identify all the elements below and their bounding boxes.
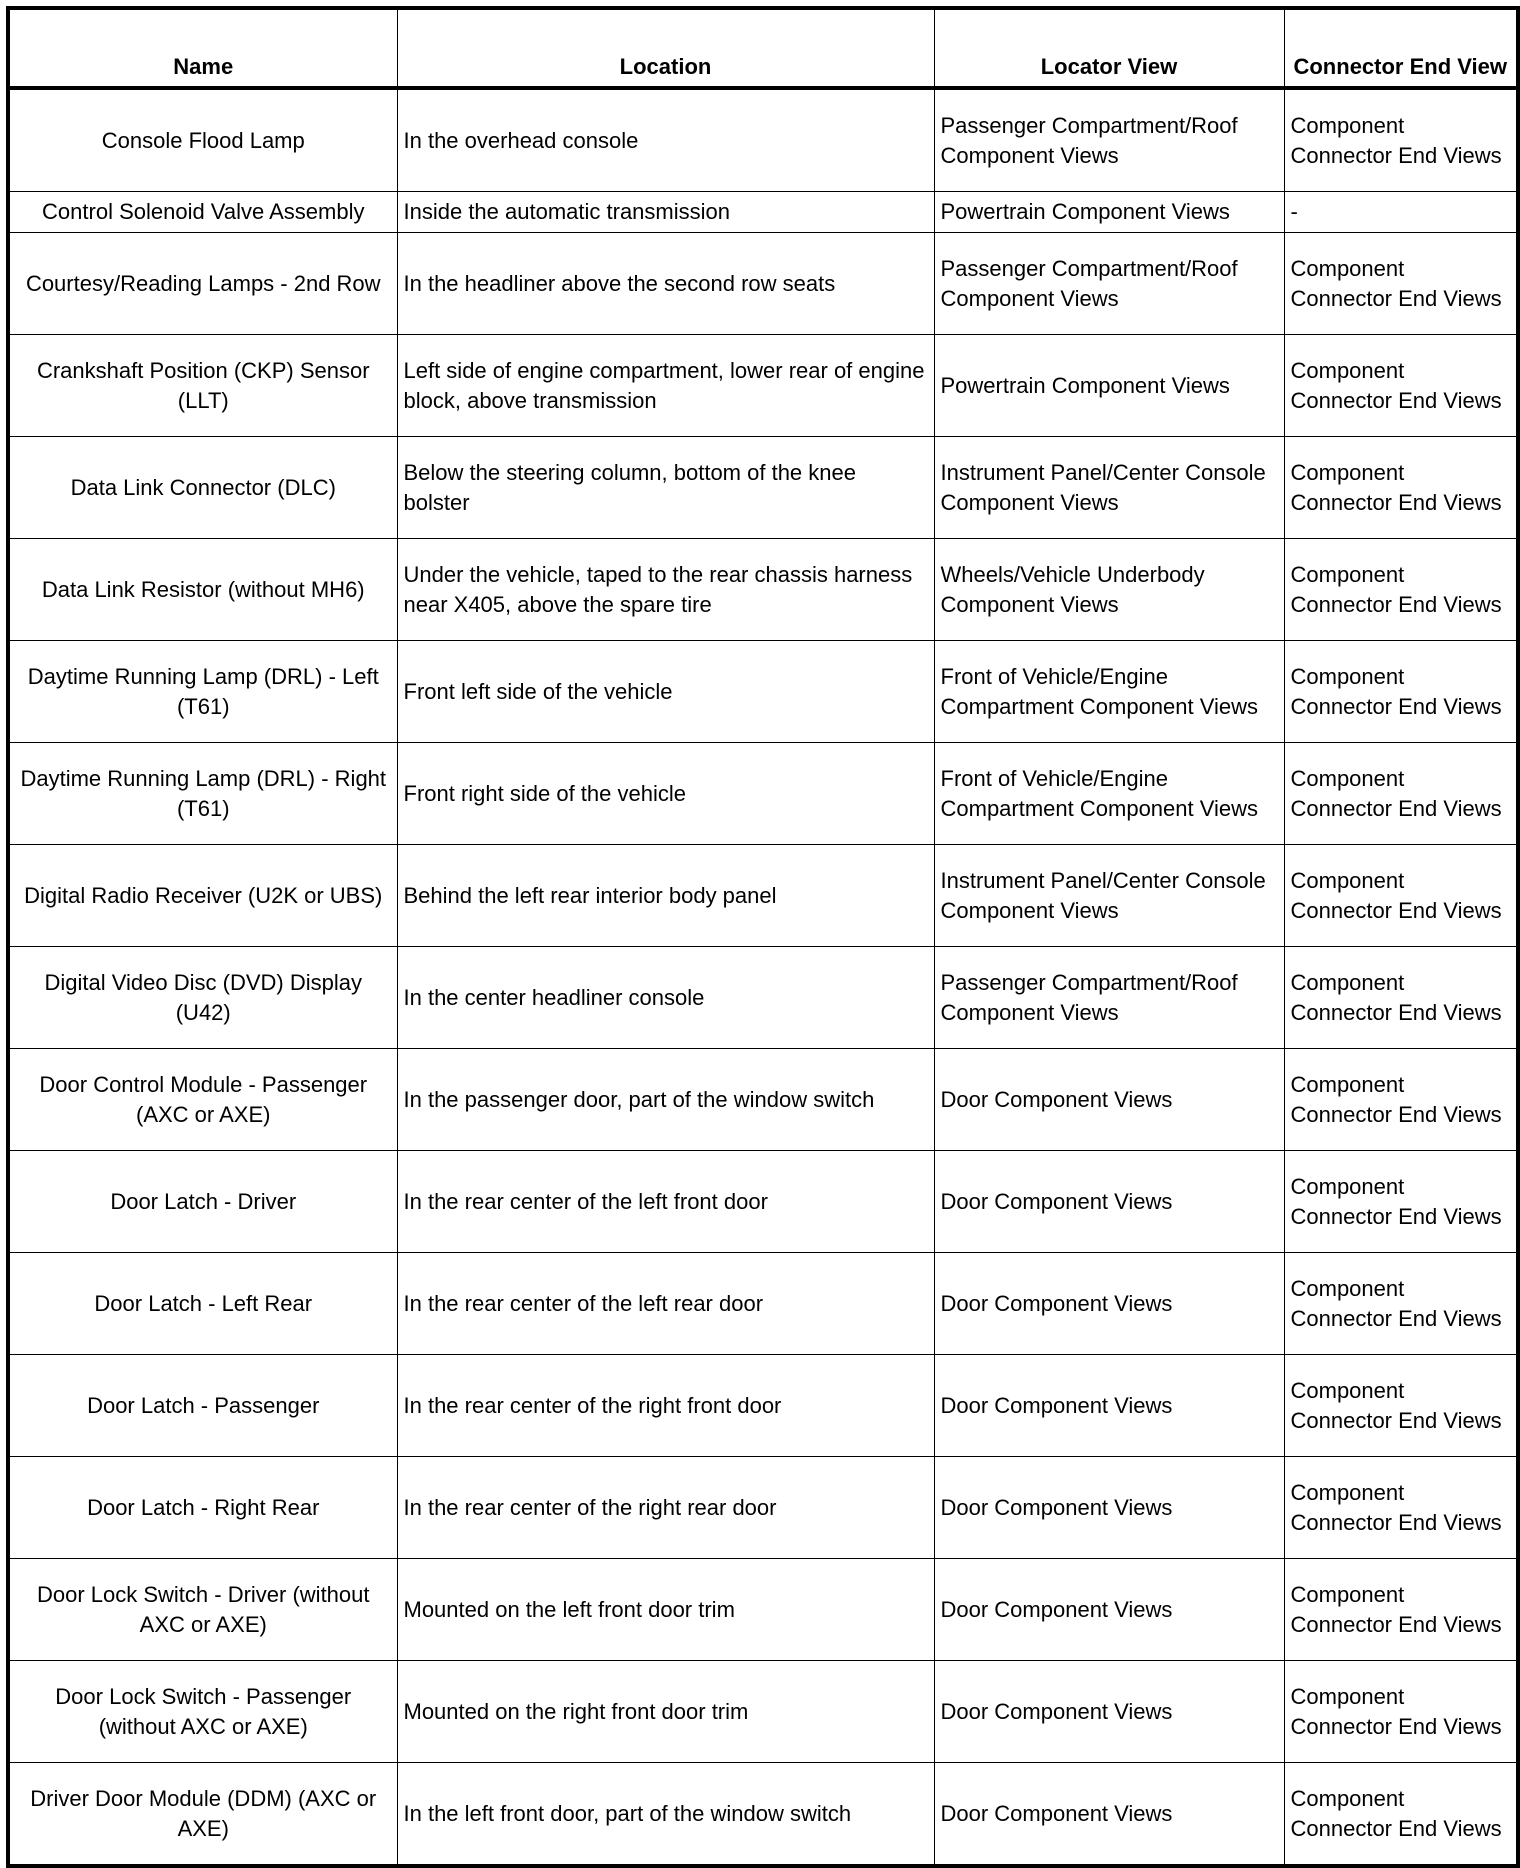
cell-connector-end-view: Component Connector End Views: [1284, 1049, 1518, 1151]
cell-name: Control Solenoid Valve Assembly: [8, 192, 397, 233]
cell-location: In the rear center of the left rear door: [397, 1253, 934, 1355]
table-row: [8, 1661, 1518, 1763]
cell-connector-end-view: Component Connector End Views: [1284, 1457, 1518, 1559]
cell-location: In the rear center of the right front door: [397, 1355, 934, 1457]
cell-locator-view: Door Component Views: [934, 1253, 1284, 1355]
table-row: [8, 192, 1518, 233]
table-row: [8, 88, 1518, 192]
cell-name: Daytime Running Lamp (DRL) - Left (T61): [8, 641, 397, 743]
cell-connector-end-view: Component Connector End Views: [1284, 1763, 1518, 1867]
cell-name: Door Latch - Passenger: [8, 1355, 397, 1457]
table-row: [8, 539, 1518, 641]
table-row: [8, 1457, 1518, 1559]
cell-locator-view: Instrument Panel/Center Console Component Views: [934, 845, 1284, 947]
header-location: Location: [397, 8, 934, 88]
cell-connector-end-view: Component Connector End Views: [1284, 1253, 1518, 1355]
cell-name: Driver Door Module (DDM) (AXC or AXE): [8, 1763, 397, 1867]
cell-locator-view: Instrument Panel/Center Console Component Views: [934, 437, 1284, 539]
cell-name: Digital Video Disc (DVD) Display (U42): [8, 947, 397, 1049]
cell-connector-end-view: Component Connector End Views: [1284, 437, 1518, 539]
cell-locator-view: Door Component Views: [934, 1661, 1284, 1763]
cell-location: In the rear center of the right rear door: [397, 1457, 934, 1559]
cell-locator-view: Passenger Compartment/Roof Component Views: [934, 947, 1284, 1049]
cell-name: Door Lock Switch - Passenger (without AXC or AXE): [8, 1661, 397, 1763]
cell-connector-end-view: Component Connector End Views: [1284, 947, 1518, 1049]
table-row: [8, 1151, 1518, 1253]
cell-location: Under the vehicle, taped to the rear chassis harness near X405, above the spare tire: [397, 539, 934, 641]
table-row: [8, 1763, 1518, 1867]
table-row: [8, 437, 1518, 539]
cell-locator-view: Front of Vehicle/Engine Compartment Component Views: [934, 641, 1284, 743]
table-row: [8, 335, 1518, 437]
cell-name: Door Latch - Driver: [8, 1151, 397, 1253]
cell-location: Behind the left rear interior body panel: [397, 845, 934, 947]
cell-connector-end-view: Component Connector End Views: [1284, 1355, 1518, 1457]
cell-locator-view: Powertrain Component Views: [934, 335, 1284, 437]
cell-connector-end-view: Component Connector End Views: [1284, 233, 1518, 335]
cell-locator-view: Door Component Views: [934, 1049, 1284, 1151]
cell-connector-end-view: Component Connector End Views: [1284, 845, 1518, 947]
cell-connector-end-view: Component Connector End Views: [1284, 743, 1518, 845]
cell-location: In the center headliner console: [397, 947, 934, 1049]
table-row: [8, 845, 1518, 947]
cell-name: Data Link Resistor (without MH6): [8, 539, 397, 641]
cell-locator-view: Door Component Views: [934, 1151, 1284, 1253]
header-name: Name: [8, 8, 397, 88]
cell-location: Inside the automatic transmission: [397, 192, 934, 233]
table-row: [8, 947, 1518, 1049]
cell-connector-end-view: Component Connector End Views: [1284, 539, 1518, 641]
header-locator-view: Locator View: [934, 8, 1284, 88]
cell-location: Mounted on the left front door trim: [397, 1559, 934, 1661]
cell-locator-view: Door Component Views: [934, 1457, 1284, 1559]
cell-locator-view: Door Component Views: [934, 1763, 1284, 1867]
table-row: [8, 641, 1518, 743]
cell-name: Door Control Module - Passenger (AXC or AXE): [8, 1049, 397, 1151]
cell-name: Daytime Running Lamp (DRL) - Right (T61): [8, 743, 397, 845]
cell-locator-view: Wheels/Vehicle Underbody Component Views: [934, 539, 1284, 641]
header-row: [8, 8, 1518, 88]
cell-location: In the headliner above the second row seats: [397, 233, 934, 335]
cell-name: Crankshaft Position (CKP) Sensor (LLT): [8, 335, 397, 437]
header-connector-end-view: Connector End View: [1284, 8, 1518, 88]
cell-connector-end-view: Component Connector End Views: [1284, 1151, 1518, 1253]
cell-connector-end-view: Component Connector End Views: [1284, 641, 1518, 743]
cell-name: Digital Radio Receiver (U2K or UBS): [8, 845, 397, 947]
component-locator-table: [6, 6, 1520, 1868]
cell-location: Below the steering column, bottom of the knee bolster: [397, 437, 934, 539]
table-row: [8, 743, 1518, 845]
table-row: [8, 1253, 1518, 1355]
cell-name: Door Lock Switch - Driver (without AXC or AXE): [8, 1559, 397, 1661]
cell-location: In the passenger door, part of the window switch: [397, 1049, 934, 1151]
cell-connector-end-view: Component Connector End Views: [1284, 335, 1518, 437]
cell-locator-view: Front of Vehicle/Engine Compartment Component Views: [934, 743, 1284, 845]
cell-name: Data Link Connector (DLC): [8, 437, 397, 539]
cell-name: Courtesy/Reading Lamps - 2nd Row: [8, 233, 397, 335]
cell-locator-view: Door Component Views: [934, 1559, 1284, 1661]
cell-connector-end-view: Component Connector End Views: [1284, 1559, 1518, 1661]
cell-locator-view: Passenger Compartment/Roof Component Views: [934, 88, 1284, 192]
table-row: [8, 1355, 1518, 1457]
cell-location: Mounted on the right front door trim: [397, 1661, 934, 1763]
cell-connector-end-view: -: [1284, 192, 1518, 233]
cell-location: Front left side of the vehicle: [397, 641, 934, 743]
cell-connector-end-view: Component Connector End Views: [1284, 1661, 1518, 1763]
table-row: [8, 1049, 1518, 1151]
cell-name: Door Latch - Left Rear: [8, 1253, 397, 1355]
cell-location: In the rear center of the left front door: [397, 1151, 934, 1253]
cell-locator-view: Passenger Compartment/Roof Component Views: [934, 233, 1284, 335]
cell-locator-view: Door Component Views: [934, 1355, 1284, 1457]
cell-location: Front right side of the vehicle: [397, 743, 934, 845]
cell-name: Console Flood Lamp: [8, 88, 397, 192]
cell-name: Door Latch - Right Rear: [8, 1457, 397, 1559]
table-row: [8, 1559, 1518, 1661]
cell-location: Left side of engine compartment, lower rear of engine block, above transmission: [397, 335, 934, 437]
cell-connector-end-view: Component Connector End Views: [1284, 88, 1518, 192]
cell-locator-view: Powertrain Component Views: [934, 192, 1284, 233]
cell-location: In the overhead console: [397, 88, 934, 192]
cell-location: In the left front door, part of the window switch: [397, 1763, 934, 1867]
table-row: [8, 233, 1518, 335]
